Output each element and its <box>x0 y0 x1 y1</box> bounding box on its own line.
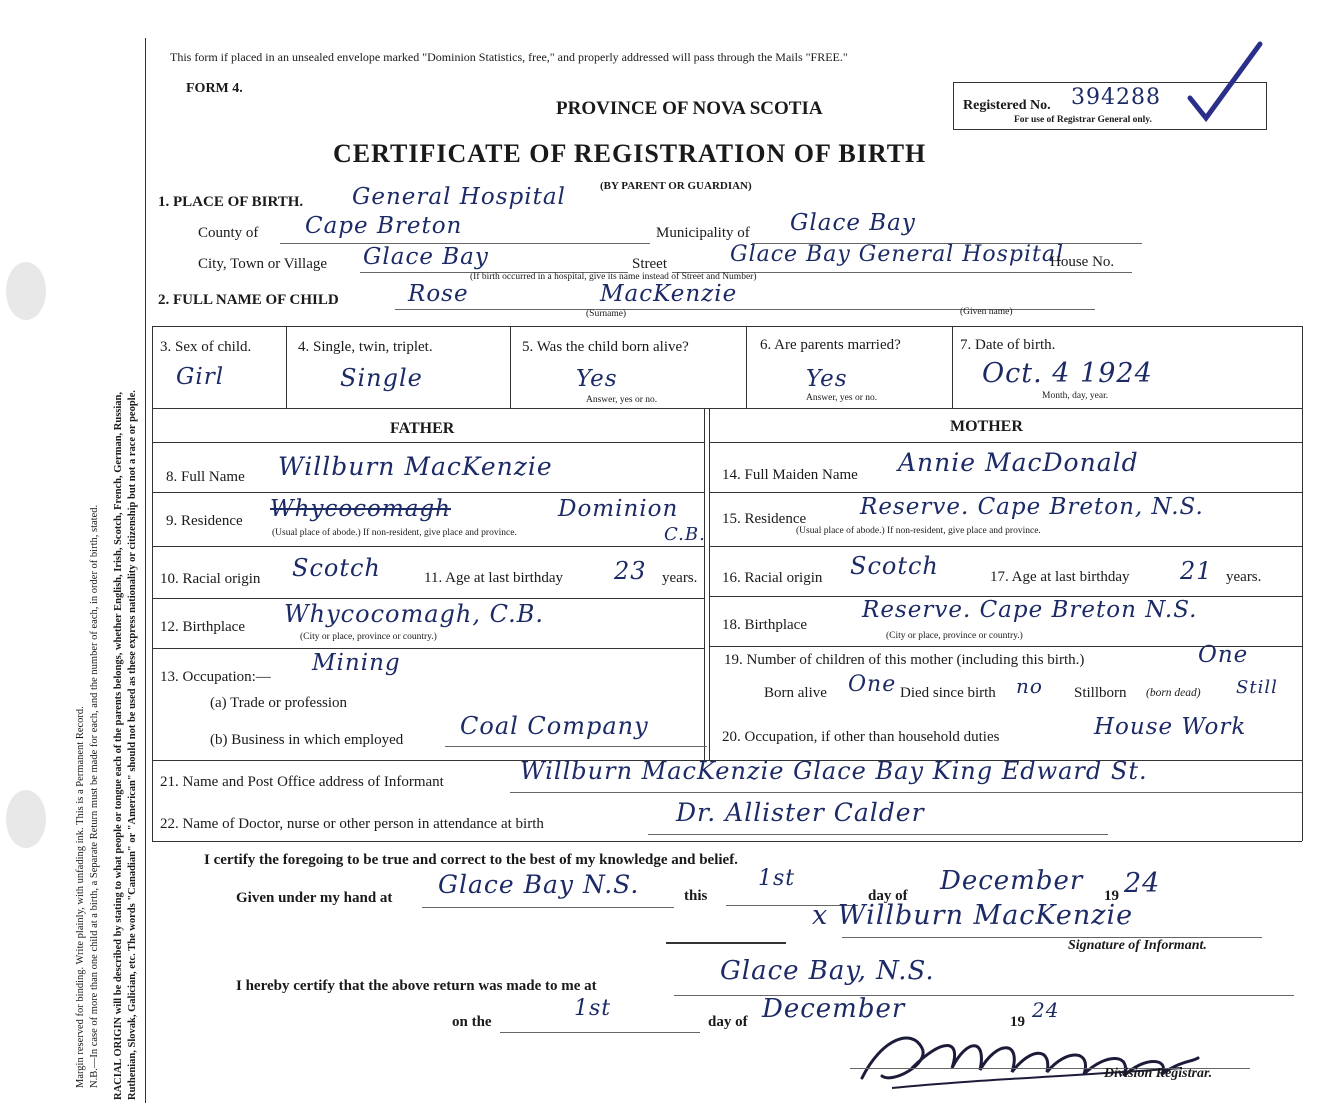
informant-value: Willburn MacKenzie Glace Bay King Edward St. <box>520 757 1148 785</box>
father-rule-3 <box>152 546 704 547</box>
father-occupation-label: 13. Occupation:— <box>160 669 271 685</box>
county-label: County of <box>198 225 259 241</box>
row3-divider-d <box>952 326 953 408</box>
stillborn-value: Still <box>1236 677 1278 698</box>
mother-rule-3 <box>709 546 1302 547</box>
mother-name-value: Annie MacDonald <box>898 448 1139 477</box>
day-of-label: day of <box>868 888 908 904</box>
father-residence-label: 9. Residence <box>166 513 243 529</box>
father-age-value: 23 <box>614 557 647 585</box>
registrar-signature <box>852 1018 1212 1096</box>
short-rule <box>666 942 786 944</box>
street-value: Glace Bay General Hospital <box>730 242 1065 267</box>
attendant-underline <box>648 834 1108 835</box>
father-residence-caption: (Usual place of abode.) If non-resident, give place and province. <box>272 528 517 538</box>
single-label: 4. Single, twin, triplet. <box>298 339 433 355</box>
month-value: December <box>940 866 1084 896</box>
children-count-value: One <box>1198 642 1249 668</box>
year-value: 24 <box>1124 868 1161 899</box>
died-label: Died since birth <box>900 685 996 701</box>
mother-occupation-label: 20. Occupation, if other than household duties <box>722 729 1000 745</box>
municipality-label: Municipality of <box>656 225 750 241</box>
father-birthplace-caption: (City or place, province or country.) <box>300 632 437 642</box>
parents-divider-left <box>704 408 705 760</box>
mother-residence-label: 15. Residence <box>722 511 807 527</box>
street-label: Street <box>632 256 667 272</box>
punch-hole-top <box>6 262 46 320</box>
form-left-rule <box>152 326 153 841</box>
day2-underline <box>500 1032 700 1033</box>
business-label: (b) Business in which employed <box>210 732 404 748</box>
return-made-label: I hereby certify that the above return was made to me at <box>236 978 597 994</box>
born-alive-count-label: Born alive <box>764 685 827 701</box>
place-of-birth-label: 1. PLACE OF BIRTH. <box>158 194 304 210</box>
married-value: Yes <box>806 366 848 392</box>
attendant-label: 22. Name of Doctor, nurse or other person in attendance at birth <box>160 816 544 832</box>
row3-divider-b <box>510 326 511 408</box>
business-underline <box>445 746 707 747</box>
row3-divider-a <box>286 326 287 408</box>
margin-note-3: RACIAL ORIGIN will be described by stating to what people or tongue each of the parents belongs, whether English, Irish, Scotch, French, German, Russian, <box>113 391 124 1100</box>
informant-underline <box>510 792 1302 793</box>
married-label: 6. Are parents married? <box>760 337 901 353</box>
year-prefix: 19 <box>1104 888 1119 904</box>
father-rule-2 <box>152 492 704 493</box>
child-given-name: Rose <box>408 281 469 307</box>
father-heading: FATHER <box>390 420 455 437</box>
father-name-value: Willburn MacKenzie <box>278 452 553 481</box>
born-alive-count-value: One <box>848 672 897 697</box>
divider-4 <box>152 841 1302 842</box>
this-label: this <box>684 888 708 904</box>
sex-value: Girl <box>176 364 225 390</box>
margin-note-2: N.B.—In case of more than one child at a birth, a Separate Return must be made for each, and the number of each, in order of birth, stated. <box>89 504 100 1088</box>
date-caption: Month, day, year. <box>1042 391 1109 401</box>
child-name-label: 2. FULL NAME OF CHILD <box>158 292 339 308</box>
mother-age-label: 17. Age at last birthday <box>990 569 1130 585</box>
father-rule-4 <box>152 598 704 599</box>
mother-years-label: years. <box>1226 569 1262 585</box>
parents-divider-right <box>709 408 710 760</box>
father-birthplace-value: Whycocomagh, C.B. <box>284 600 545 628</box>
mail-notice: This form if placed in an unsealed envelope marked "Dominion Statistics, free," and properly addressed will pass through the Mails "FREE." <box>170 50 848 64</box>
month2-value: December <box>762 994 906 1024</box>
mother-heading: MOTHER <box>950 418 1023 435</box>
mother-birthplace-value: Reserve. Cape Breton N.S. <box>862 597 1198 623</box>
father-residence-province: C.B. <box>664 524 706 545</box>
registrar-use-note: For use of Registrar General only. <box>1014 115 1152 125</box>
died-value: no <box>1016 674 1043 698</box>
alive-caption: Answer, yes or no. <box>586 395 658 405</box>
row3-divider-c <box>746 326 747 408</box>
father-occupation-value: Mining <box>312 650 401 676</box>
day-of2-label: day of <box>708 1014 748 1030</box>
birth-date-value: Oct. 4 1924 <box>982 358 1153 389</box>
mother-residence-value: Reserve. Cape Breton, N.S. <box>860 494 1204 520</box>
given-under-label: Given under my hand at <box>236 890 393 906</box>
father-rule-1 <box>152 442 704 443</box>
mother-birthplace-caption: (City or place, province or country.) <box>886 631 1023 641</box>
father-years-label: years. <box>662 570 698 586</box>
married-caption: Answer, yes or no. <box>806 393 878 403</box>
child-surname: MacKenzie <box>600 281 738 307</box>
registered-number: 394288 <box>1071 85 1161 110</box>
sex-label: 3. Sex of child. <box>160 339 252 355</box>
trade-label: (a) Trade or profession <box>210 695 348 711</box>
informant-signature: x Willburn MacKenzie <box>812 900 1134 931</box>
municipality-value: Glace Bay <box>790 210 916 236</box>
business-value: Coal Company <box>460 712 649 740</box>
father-race-value: Scotch <box>292 554 381 582</box>
on-the-label: on the <box>452 1014 492 1030</box>
father-birthplace-label: 12. Birthplace <box>160 619 245 635</box>
mother-race-label: 16. Racial origin <box>722 570 823 586</box>
return-place-value: Glace Bay, N.S. <box>720 956 935 986</box>
father-rule-5 <box>152 648 704 649</box>
certificate-subtitle: (BY PARENT OR GUARDIAN) <box>600 180 752 192</box>
house-no-label: House No. <box>1050 254 1115 270</box>
mother-race-value: Scotch <box>850 552 939 580</box>
punch-hole-bottom <box>6 790 46 848</box>
given-place-value: Glace Bay N.S. <box>438 870 640 899</box>
mother-residence-caption: (Usual place of abode.) If non-resident, give place and province. <box>796 526 1041 536</box>
born-alive-label: 5. Was the child born alive? <box>522 339 689 355</box>
given-place-underline <box>422 907 674 908</box>
father-residence-struck: Whycocomagh <box>270 496 451 522</box>
stillborn-note: (born dead) <box>1146 687 1201 699</box>
father-name-label: 8. Full Name <box>166 469 245 485</box>
father-residence-value: Dominion <box>558 496 679 522</box>
form-number: FORM 4. <box>186 81 243 96</box>
margin-note-4: Ruthenian, Slovak, Galician, etc. The words "Canadian" or "American" should not be used as these express nationality or citizenship but not a race or people. <box>127 390 138 1100</box>
place-of-birth-value: General Hospital <box>352 184 566 210</box>
birth-date-label: 7. Date of birth. <box>960 337 1056 353</box>
city-value: Glace Bay <box>363 244 489 270</box>
mother-rule-2 <box>709 492 1302 493</box>
surname-caption: (Surname) <box>586 309 627 319</box>
form-right-rule <box>1302 326 1303 841</box>
province-heading: PROVINCE OF NOVA SCOTIA <box>556 98 823 119</box>
day2-value: 1st <box>574 996 612 1021</box>
attendant-value: Dr. Allister Calder <box>676 798 925 827</box>
day-value: 1st <box>758 866 796 891</box>
county-value: Cape Breton <box>305 213 463 239</box>
mother-name-label: 14. Full Maiden Name <box>722 467 858 483</box>
registrar-caption: Division Registrar. <box>1104 1066 1213 1081</box>
year2-value: 24 <box>1032 998 1060 1022</box>
registered-label: Registered No. <box>963 98 1051 113</box>
stillborn-label: Stillborn <box>1074 685 1127 701</box>
mother-rule-1 <box>709 442 1302 443</box>
hospital-note: (If birth occurred in a hospital, give its name instead of Street and Number) <box>470 272 757 282</box>
informant-signature-caption: Signature of Informant. <box>1068 938 1207 953</box>
city-label: City, Town or Village <box>198 256 328 272</box>
mother-occupation-value: House Work <box>1094 714 1247 740</box>
father-race-label: 10. Racial origin <box>160 571 261 587</box>
informant-label: 21. Name and Post Office address of Informant <box>160 774 444 790</box>
born-alive-value: Yes <box>576 366 618 392</box>
mother-age-value: 21 <box>1180 557 1213 585</box>
divider-1 <box>152 326 1302 327</box>
children-count-label: 19. Number of children of this mother (including this birth.) <box>724 652 1085 668</box>
father-age-label: 11. Age at last birthday <box>424 570 563 586</box>
certificate-title: CERTIFICATE OF REGISTRATION OF BIRTH <box>333 139 927 168</box>
year2-prefix: 19 <box>1010 1014 1025 1030</box>
certify-statement: I certify the foregoing to be true and correct to the best of my knowledge and belief. <box>204 852 738 868</box>
divider-2 <box>152 408 1302 409</box>
frame-left-border <box>145 38 146 1103</box>
margin-note-1: Margin reserved for binding. Write plainly, with unfading ink. This is a Permanent Record. <box>75 706 86 1088</box>
mother-birthplace-label: 18. Birthplace <box>722 617 807 633</box>
check-mark-icon <box>1186 38 1266 124</box>
single-value: Single <box>340 364 423 392</box>
given-name-caption: (Given name) <box>960 307 1013 317</box>
